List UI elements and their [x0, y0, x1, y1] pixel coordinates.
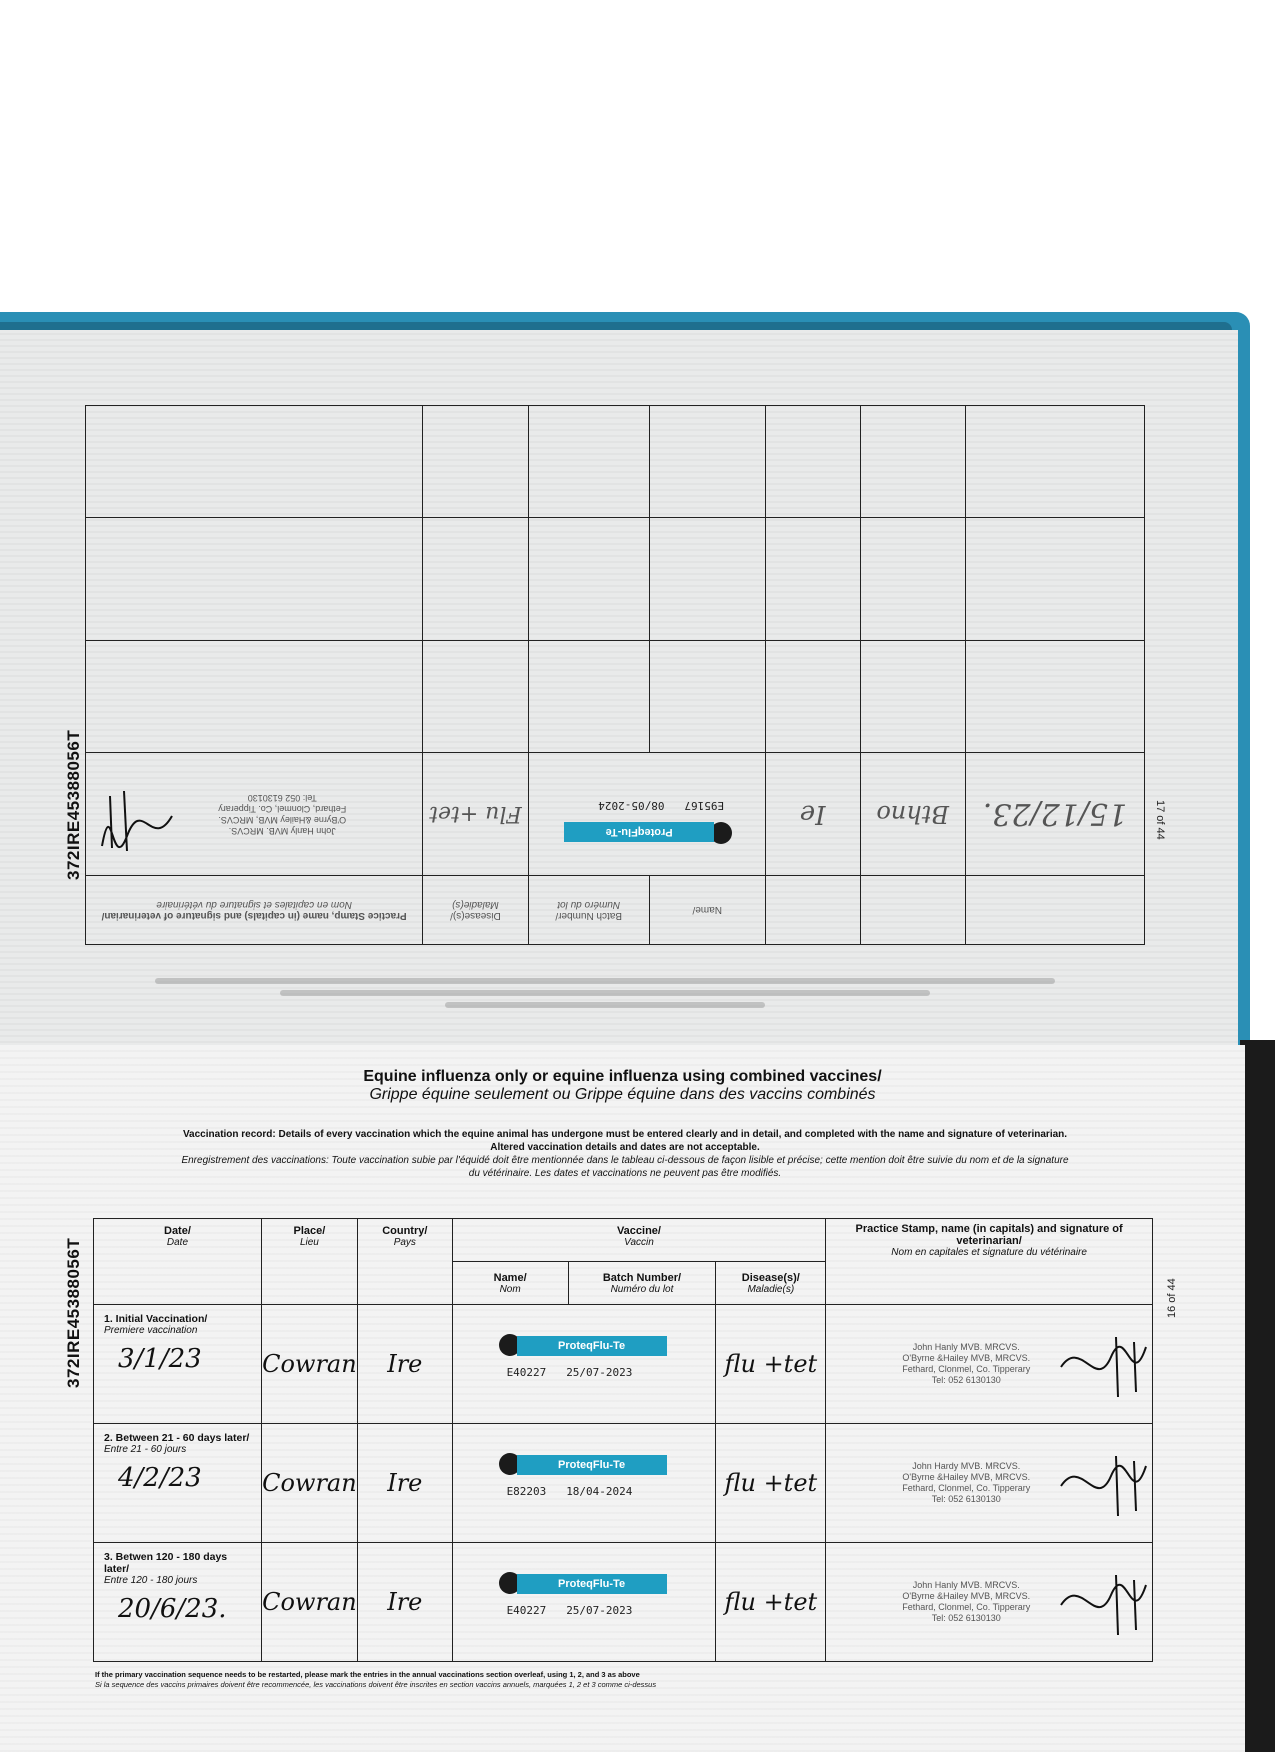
upper-empty-cell — [860, 517, 965, 640]
upper-entry-place: Bthno — [860, 752, 965, 875]
sticker-brand: ProteqFlu-Te — [517, 1574, 667, 1594]
upper-empty-cell — [423, 517, 528, 640]
row-date-cell: 1. Initial Vaccination/ Premiere vaccination 3/1/23 — [94, 1305, 262, 1424]
row-stamp — [826, 1543, 1153, 1662]
note-fr-1: Enregistrement des vaccinations: Toute vaccination subie par l'équidé doit être mentionnée dans le tableau ci-dessous de façon lisible et précise; cette mention doit être suivie du nom et de la signature — [181, 1155, 1069, 1166]
header-country: Country/ Pays — [357, 1219, 452, 1305]
row-place: Cowran — [261, 1424, 357, 1543]
upper-empty-cell — [649, 406, 765, 518]
upper-empty-cell — [423, 406, 528, 518]
upper-header-country — [765, 875, 860, 944]
upper-empty-cell — [649, 517, 765, 640]
sticker-brand: ProteqFlu-Te — [564, 822, 714, 842]
stamp-line: Tel: 052 6130130 — [247, 792, 317, 803]
bleed-through-text — [95, 972, 1115, 1032]
sticker-exp: 08/05-2024 — [598, 798, 665, 812]
footnote — [95, 1670, 1175, 1690]
upper-entry-sticker — [528, 752, 765, 875]
stamp-line: O'Byrne &Hailey MVB, MRCVS. — [902, 1591, 1031, 1602]
scan-edge — [1240, 1040, 1275, 1752]
row-country: Ire — [357, 1424, 452, 1543]
sticker-exp: 18/04-2024 — [566, 1485, 633, 1499]
stamp-line: O'Byrne &Hailey MVB, MRCVS. — [902, 1353, 1031, 1364]
row-disease: flu +tet — [716, 1305, 826, 1424]
primary-vaccination-table — [93, 1218, 1153, 1662]
header-place: Place/ Lieu — [261, 1219, 357, 1305]
row-sticker — [452, 1305, 716, 1424]
upper-entry-stamp — [86, 752, 423, 875]
upper-empty-cell — [86, 517, 423, 640]
sticker-lot: E40227 — [506, 1604, 547, 1618]
upper-empty-cell — [965, 406, 1144, 518]
signature-icon — [1056, 1332, 1166, 1402]
stamp-line: John Hardy MVB. MRCVS. — [912, 1461, 1021, 1472]
row-date-cell: 2. Between 21 - 60 days later/ Entre 21 - 60 jours 4/2/23 — [94, 1424, 262, 1543]
row-date-cell: 3. Betwen 120 - 180 days later/ Entre 120 - 180 jours 20/6/23. — [94, 1543, 262, 1662]
upper-empty-cell — [528, 406, 649, 518]
row-place: Cowran — [261, 1305, 357, 1424]
upper-empty-cell — [528, 517, 649, 640]
upper-header-stamp: Practice Stamp, name (in capitals) and signature of veterinarian/ Nom en capitales et signature du vétérinaire — [86, 875, 423, 944]
table-row — [94, 1543, 1153, 1662]
stamp-line: O'Byrne &Hailey MVB, MRCVS. — [218, 814, 347, 825]
section-title-fr: Grippe équine seulement ou Grippe équine dans des vaccins combinés — [369, 1086, 876, 1103]
passport-id-upper: 372IRE45388056T — [64, 729, 83, 880]
upper-header-disease: Disease(s)/ Maladie(s) — [423, 875, 528, 944]
header-batch: Batch Number/ Numéro du lot — [568, 1262, 716, 1305]
header-date: Date/ Date — [94, 1219, 262, 1305]
note-en-1: Vaccination record: Details of every vaccination which the equine animal has undergone must be entered clearly and in detail, and completed with the name and signature of veterinarian. — [182, 1129, 1068, 1140]
header-vaccine: Vaccine/ Vaccin — [452, 1219, 826, 1262]
lower-page-number: 16 of 44 — [1166, 1278, 1178, 1318]
stamp-line: John Hanly MVB. MRCVS. — [912, 1580, 1020, 1591]
upper-header-name: Name/ — [649, 875, 765, 944]
row-stamp — [826, 1424, 1153, 1543]
upper-empty-cell — [649, 640, 765, 752]
stamp-line: Fethard, Clonmel, Co. Tipperary — [902, 1602, 1031, 1613]
upper-entry-disease: Flu +tet — [423, 752, 528, 875]
section-title-en: Equine influenza only or equine influenza using combined vaccines/ — [363, 1068, 882, 1085]
note-fr-2: du vétérinaire. Les dates et vaccinations ne peuvent pas être modifiés. — [468, 1168, 782, 1179]
stamp-line: O'Byrne &Hailey MVB, MRCVS. — [902, 1472, 1031, 1483]
footnote-fr: Si la sequence des vaccins primaires doivent être recommencée, les vaccinations doivent être inscrites en section vaccins annuels, marquées 1, 2 et 3 comme ci-dessus — [95, 1680, 657, 1689]
upper-empty-cell — [860, 640, 965, 752]
row-disease: flu +tet — [716, 1543, 826, 1662]
sticker-brand: ProteqFlu-Te — [517, 1336, 667, 1356]
header-name: Name/ Nom — [452, 1262, 568, 1305]
note-en-2: Altered vaccination details and dates are not acceptable. — [490, 1142, 760, 1153]
upper-header-date — [965, 875, 1144, 944]
vaccination-record-note — [95, 1128, 1155, 1180]
upper-page-number: 17 of 44 — [1154, 800, 1166, 840]
upper-empty-cell — [965, 517, 1144, 640]
row-place: Cowran — [261, 1543, 357, 1662]
sticker-lot: E40227 — [506, 1366, 547, 1380]
stamp-line: Fethard, Clonmel, Co. Tipperary — [218, 803, 347, 814]
sticker-lot: E82203 — [506, 1485, 547, 1499]
upper-empty-cell — [765, 406, 860, 518]
upper-entry-country: Ie — [765, 752, 860, 875]
sticker-exp: 25/07-2023 — [566, 1366, 633, 1380]
sticker-exp: 25/07-2023 — [566, 1604, 633, 1618]
row-stamp — [826, 1305, 1153, 1424]
stamp-line: Tel: 052 6130130 — [931, 1375, 1001, 1386]
upper-empty-cell — [765, 517, 860, 640]
upper-empty-cell — [965, 640, 1144, 752]
stamp-line: John Hanly MVB. MRCVS. — [228, 825, 336, 836]
upper-empty-cell — [86, 640, 423, 752]
row-sticker — [452, 1424, 716, 1543]
upper-vaccination-table — [85, 405, 1145, 945]
stamp-line: Tel: 052 6130130 — [931, 1494, 1001, 1505]
signature-icon — [1056, 1570, 1166, 1640]
upper-empty-cell — [423, 640, 528, 752]
upper-empty-cell — [86, 406, 423, 518]
row-country: Ire — [357, 1543, 452, 1662]
stamp-line: Fethard, Clonmel, Co. Tipperary — [902, 1483, 1031, 1494]
row-sticker — [452, 1543, 716, 1662]
upper-entry-date: 15/12/23. — [965, 752, 1144, 875]
header-stamp: Practice Stamp, name (in capitals) and signature of veterinarian/ Nom en capitales et signature du vétérinaire — [826, 1219, 1153, 1305]
table-row — [94, 1424, 1153, 1543]
stamp-line: Tel: 052 6130130 — [931, 1613, 1001, 1624]
sticker-lot: E95167 — [684, 798, 725, 812]
sticker-brand: ProteqFlu-Te — [517, 1455, 667, 1475]
upper-empty-cell — [528, 640, 649, 752]
upper-header-place — [860, 875, 965, 944]
signature-icon — [1056, 1451, 1166, 1521]
stamp-line: John Hanly MVB. MRCVS. — [912, 1342, 1020, 1353]
signature-icon — [72, 786, 182, 856]
table-row — [94, 1305, 1153, 1424]
upper-header-batch: Batch Number/ Numéro du lot — [528, 875, 649, 944]
upper-empty-cell — [860, 406, 965, 518]
row-country: Ire — [357, 1305, 452, 1424]
passport-id-lower: 372IRE45388056T — [64, 1237, 83, 1388]
header-disease: Disease(s)/ Maladie(s) — [716, 1262, 826, 1305]
stamp-line: Fethard, Clonmel, Co. Tipperary — [902, 1364, 1031, 1375]
row-disease: flu +tet — [716, 1424, 826, 1543]
upper-empty-cell — [765, 640, 860, 752]
footnote-en: If the primary vaccination sequence needs to be restarted, please mark the entries in the annual vaccinations section overleaf, using 1, 2, and 3 as above — [95, 1670, 640, 1679]
section-title — [0, 1068, 1245, 1104]
